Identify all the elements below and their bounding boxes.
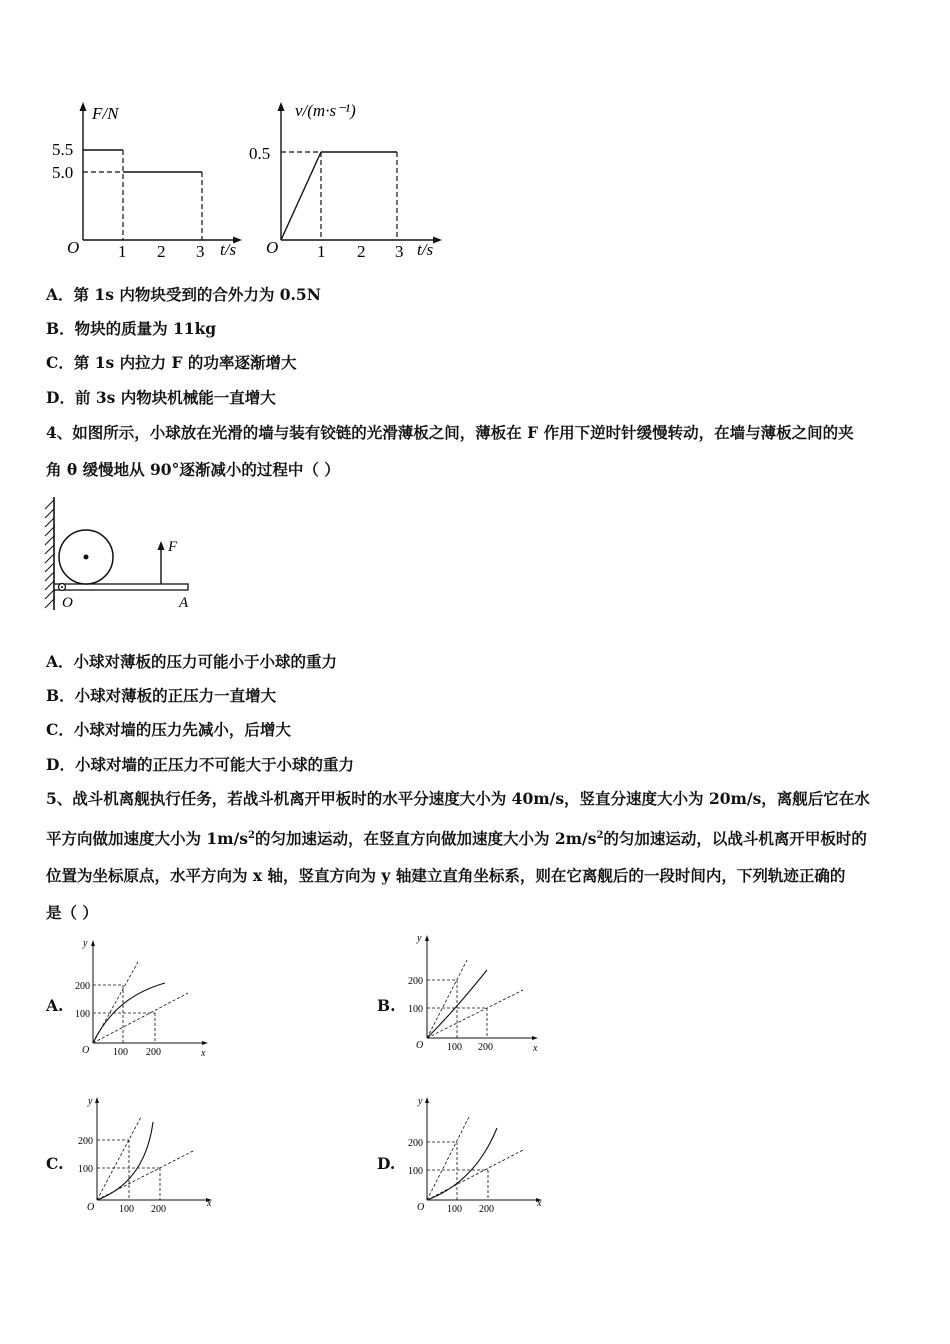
graph-b-x-100: 100 xyxy=(447,1042,462,1053)
graph-b-y-axis: y xyxy=(417,933,422,944)
graph-b-x-axis: x xyxy=(533,1043,538,1054)
graph-d-x-200: 200 xyxy=(479,1204,494,1215)
vt-origin: O xyxy=(266,238,279,257)
graph-b-y-200: 200 xyxy=(408,976,423,987)
vt-x-tick-1: 1 xyxy=(317,242,326,261)
q4-fig-force-label: F xyxy=(168,539,178,555)
q4-option-c: C．小球对墙的压力先减小，后增大 xyxy=(46,720,291,739)
q5-stem-line3: 位置为坐标原点，水平方向为 x 轴，竖直方向为 y 轴建立直角坐标系，则在它离舰后的一段时间内，下列轨迹正确的 xyxy=(46,866,846,886)
graph-a-y-100: 100 xyxy=(75,1009,90,1020)
graph-d-y-axis: y xyxy=(418,1096,423,1107)
graph-a-x-axis: x xyxy=(201,1048,206,1059)
graph-a-origin: O xyxy=(82,1045,90,1056)
q4-option-d: D．小球对墙的正压力不可能大于小球的重力 xyxy=(46,755,354,774)
q3-option-a: A．第 1s 内物块受到的合外力为 0.5N xyxy=(46,285,321,304)
q5-stem-line1: 5、战斗机离舰执行任务，若战斗机离开甲板时的水平分速度大小为 40m/s，竖直分速度大小为 20m/s，离舰后它在水 xyxy=(46,789,870,808)
q4-option-a: A．小球对薄板的压力可能小于小球的重力 xyxy=(46,652,338,671)
graph-d-x-100: 100 xyxy=(447,1204,462,1215)
vt-y-tick-0.5: 0.5 xyxy=(249,144,271,163)
graph-c-x-200: 200 xyxy=(151,1204,166,1215)
ft-origin: O xyxy=(67,238,80,257)
graph-a-x-100: 100 xyxy=(113,1047,128,1058)
q3-option-c: C．第 1s 内拉力 F 的功率逐渐增大 xyxy=(46,353,297,372)
ft-y-label: F/N xyxy=(92,104,119,123)
force-time-graph xyxy=(40,95,250,265)
vt-x-tick-2: 2 xyxy=(357,242,366,261)
graph-a-x-200: 200 xyxy=(146,1047,161,1058)
graph-a-y-axis: y xyxy=(83,938,88,949)
q5-stem-line4: 是（ ） xyxy=(46,903,98,923)
q4-fig-end-label: A xyxy=(179,595,189,611)
graph-d-origin: O xyxy=(417,1202,425,1213)
ball-wall-board-figure xyxy=(40,492,210,617)
q4-fig-hinge-label: O xyxy=(62,595,73,611)
vt-y-label: v/(m·s⁻¹) xyxy=(295,101,356,120)
q5-option-b-label: B. xyxy=(377,996,396,1015)
vt-x-label: t/s xyxy=(417,240,434,259)
q5-option-d-label: D. xyxy=(377,1154,396,1173)
graph-d-x-axis: x xyxy=(537,1198,542,1209)
q5-option-c-label: C. xyxy=(46,1154,64,1173)
q4-stem-line2: 角 θ 缓慢地从 90°逐渐减小的过程中（ ） xyxy=(46,460,340,479)
graph-c-origin: O xyxy=(87,1202,95,1213)
graph-a-y-200: 200 xyxy=(75,981,90,992)
q3-option-b: B．物块的质量为 11kg xyxy=(46,319,217,338)
q5-option-a-label: A. xyxy=(46,996,64,1015)
q3-option-d: D．前 3s 内物块机械能一直增大 xyxy=(46,388,276,407)
q5-graph-d xyxy=(405,1092,550,1217)
graph-c-y-200: 200 xyxy=(78,1136,93,1147)
graph-c-y-100: 100 xyxy=(78,1164,93,1175)
q5-graph-b xyxy=(405,930,545,1055)
graph-b-origin: O xyxy=(416,1040,424,1051)
graph-b-x-200: 200 xyxy=(478,1042,493,1053)
q5-stem-line2: 平方向做加速度大小为 $1m/s^2$的匀加速运动，在竖直方向做加速度大小为 $2m/s^2$的匀加速运动，以战斗机离开甲板时的 xyxy=(46,829,867,849)
graph-c-x-axis: x xyxy=(207,1198,212,1209)
graph-d-y-200: 200 xyxy=(408,1138,423,1149)
q5-graph-a xyxy=(75,935,215,1060)
ft-y-tick-5.0: 5.0 xyxy=(52,163,74,182)
graph-b-y-100: 100 xyxy=(408,1004,423,1015)
velocity-time-graph xyxy=(245,95,455,265)
graph-c-x-100: 100 xyxy=(119,1204,134,1215)
q4-stem xyxy=(46,414,908,488)
q4-stem-line1: 4、如图所示，小球放在光滑的墙与装有铰链的光滑薄板之间，薄板在 F 作用下逆时针缓慢转动，在墙与薄板之间的夹 xyxy=(46,423,854,442)
vt-x-tick-3: 3 xyxy=(395,242,404,261)
ft-x-label: t/s xyxy=(220,240,237,259)
ft-x-tick-1: 1 xyxy=(118,242,127,261)
ft-x-tick-2: 2 xyxy=(157,242,166,261)
graph-c-y-axis: y xyxy=(88,1096,93,1107)
q5-graph-c xyxy=(75,1092,220,1217)
q4-option-b: B．小球对薄板的正压力一直增大 xyxy=(46,686,277,705)
ft-y-tick-5.5: 5.5 xyxy=(52,140,74,159)
graph-d-y-100: 100 xyxy=(408,1166,423,1177)
q5-stem xyxy=(46,780,908,931)
ft-x-tick-3: 3 xyxy=(196,242,205,261)
